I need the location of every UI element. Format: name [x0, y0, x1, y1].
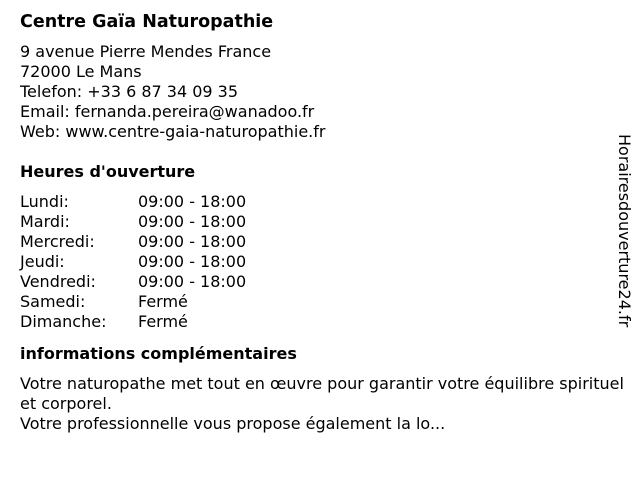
- site-watermark: Horairesdouverture24.fr: [615, 134, 634, 328]
- hours-row-monday: [20, 192, 620, 212]
- day-hours: Fermé: [138, 292, 188, 311]
- day-label: Lundi:: [20, 192, 69, 211]
- hours-row-sunday: [20, 312, 620, 332]
- additional-info-heading: informations complémentaires: [20, 344, 297, 363]
- info-paragraph: Votre naturopathe met tout en œuvre pour garantir votre équilibre spirituel et corporel.: [20, 374, 624, 413]
- opening-hours-heading: Heures d'ouverture: [20, 162, 196, 181]
- website-line: Web: www.centre-gaia-naturopathie.fr: [20, 122, 326, 141]
- hours-row-friday: [20, 272, 620, 292]
- email-line: Email: fernanda.pereira@wanadoo.fr: [20, 102, 315, 121]
- day-hours: 09:00 - 18:00: [138, 252, 247, 271]
- address-city: 72000 Le Mans: [20, 62, 142, 81]
- contact-block: [20, 42, 620, 142]
- hours-row-thursday: [20, 252, 620, 272]
- day-label: Mardi:: [20, 212, 70, 231]
- opening-hours-table: [20, 192, 620, 332]
- additional-info-text: [20, 374, 630, 434]
- day-hours: Fermé: [138, 312, 188, 331]
- info-paragraph-truncated: Votre professionnelle vous propose également la lo...: [20, 414, 446, 433]
- day-hours: 09:00 - 18:00: [138, 272, 247, 291]
- day-hours: 09:00 - 18:00: [138, 212, 247, 231]
- business-name: Centre Gaïa Naturopathie: [20, 12, 274, 32]
- day-hours: 09:00 - 18:00: [138, 232, 247, 251]
- day-label: Samedi:: [20, 292, 86, 311]
- address-street: 9 avenue Pierre Mendes France: [20, 42, 272, 61]
- hours-row-wednesday: [20, 232, 620, 252]
- hours-row-saturday: [20, 292, 620, 312]
- day-label: Jeudi:: [20, 252, 65, 271]
- day-label: Dimanche:: [20, 312, 107, 331]
- business-card: [20, 10, 624, 434]
- hours-row-tuesday: [20, 212, 620, 232]
- day-label: Vendredi:: [20, 272, 96, 291]
- phone-line: Telefon: +33 6 87 34 09 35: [20, 82, 239, 101]
- day-label: Mercredi:: [20, 232, 95, 251]
- day-hours: 09:00 - 18:00: [138, 192, 247, 211]
